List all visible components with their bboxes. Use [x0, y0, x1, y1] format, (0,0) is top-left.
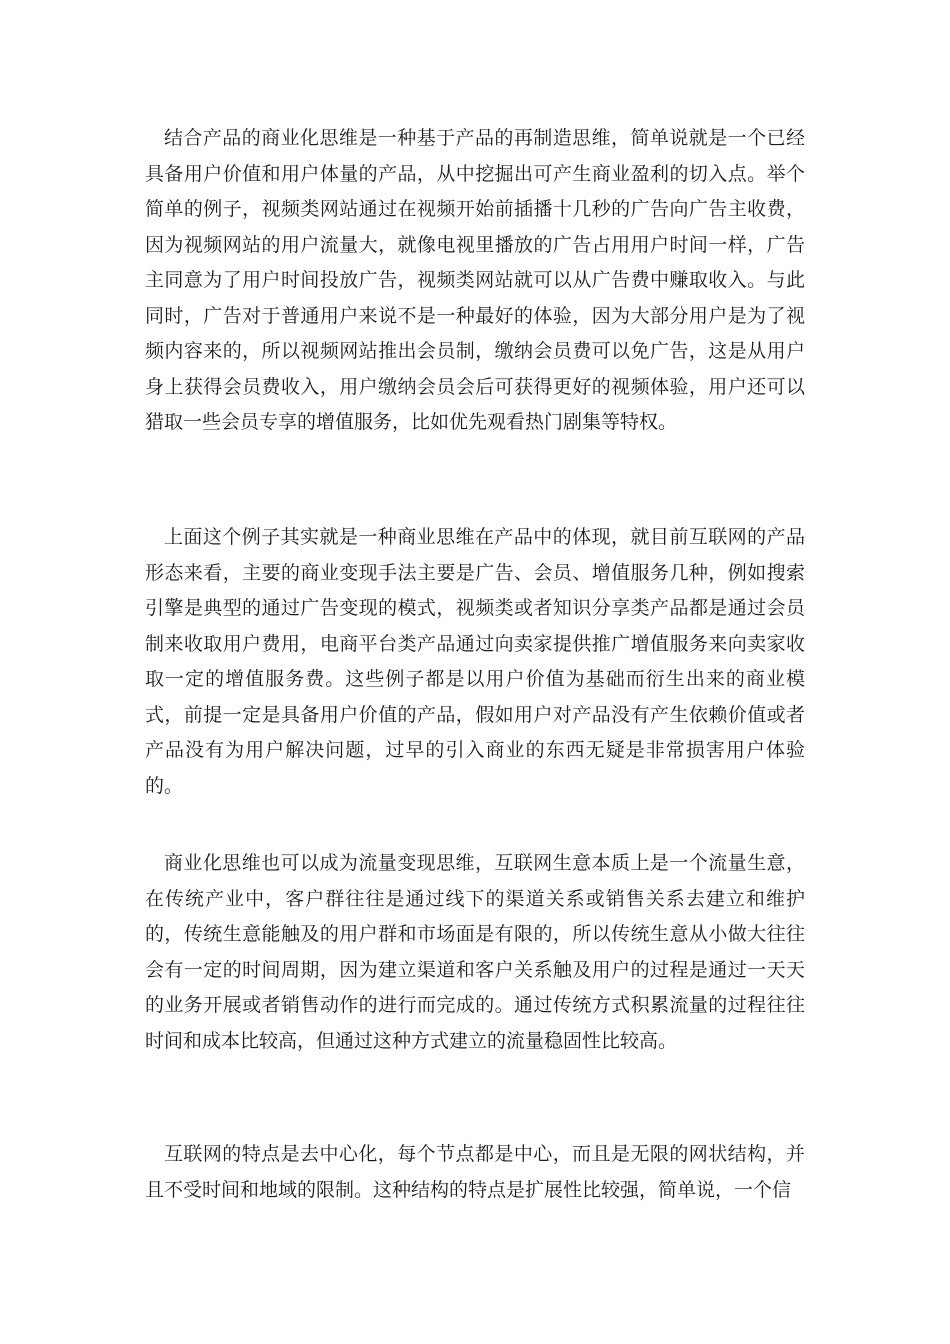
paragraph-4: 互联网的特点是去中心化，每个节点都是中心，而且是无限的网状结构，并且不受时间和地域的限制。这种结构的特点是扩展性比较强，简单说，一个信	[145, 1143, 805, 1201]
paragraph-1: 结合产品的商业化思维是一种基于产品的再制造思维，简单说就是一个已经具备用户价值和用户体量的产品，从中挖掘出可产生商业盈利的切入点。举个简单的例子，视频类网站通过在视频开始前插播十几秒的广告向广告主收费，因为视频网站的用户流量大，就像电视里播放的广告占用用户时间一样，广告主同意为了用户时间投放广告，视频类网站就可以从广告费中赚取收入。与此同时，广告对于普通用户来说不是一种最好的体验，因为大部分用户是为了视频内容来的，所以视频网站推出会员制，缴纳会员费可以免广告，这是从用户身上获得会员费收入，用户缴纳会员会后可获得更好的视频体验，用户还可以猎取一些会员专享的增值服务，比如优先观看热门剧集等特权。	[145, 127, 805, 433]
paragraph-2: 上面这个例子其实就是一种商业思维在产品中的体现，就目前互联网的产品形态来看，主要的商业变现手法主要是广告、会员、增值服务几种，例如搜索引擎是典型的通过广告变现的模式，视频类或者知识分享类产品都是通过会员制来收取用户费用，电商平台类产品通过向卖家提供推广增值服务来向卖家收取一定的增值服务费。这些例子都是以用户价值为基础而衍生出来的商业模式，前提一定是具备用户价值的产品，假如用户对产品没有产生依赖价值或者产品没有为用户解决问题，过早的引入商业的东西无疑是非常损害用户体验的。	[145, 526, 805, 797]
paragraph-3: 商业化思维也可以成为流量变现思维，互联网生意本质上是一个流量生意，在传统产业中，客户群往往是通过线下的渠道关系或销售关系去建立和维护的，传统生意能触及的用户群和市场面是有限的，所以传统生意从小做大往往会有一定的时间周期，因为建立渠道和客户关系触及用户的过程是通过一天天的业务开展或者销售动作的进行而完成的。通过传统方式积累流量的过程往往时间和成本比较高，但通过这种方式建立的流量稳固性比较高。	[145, 852, 805, 1052]
